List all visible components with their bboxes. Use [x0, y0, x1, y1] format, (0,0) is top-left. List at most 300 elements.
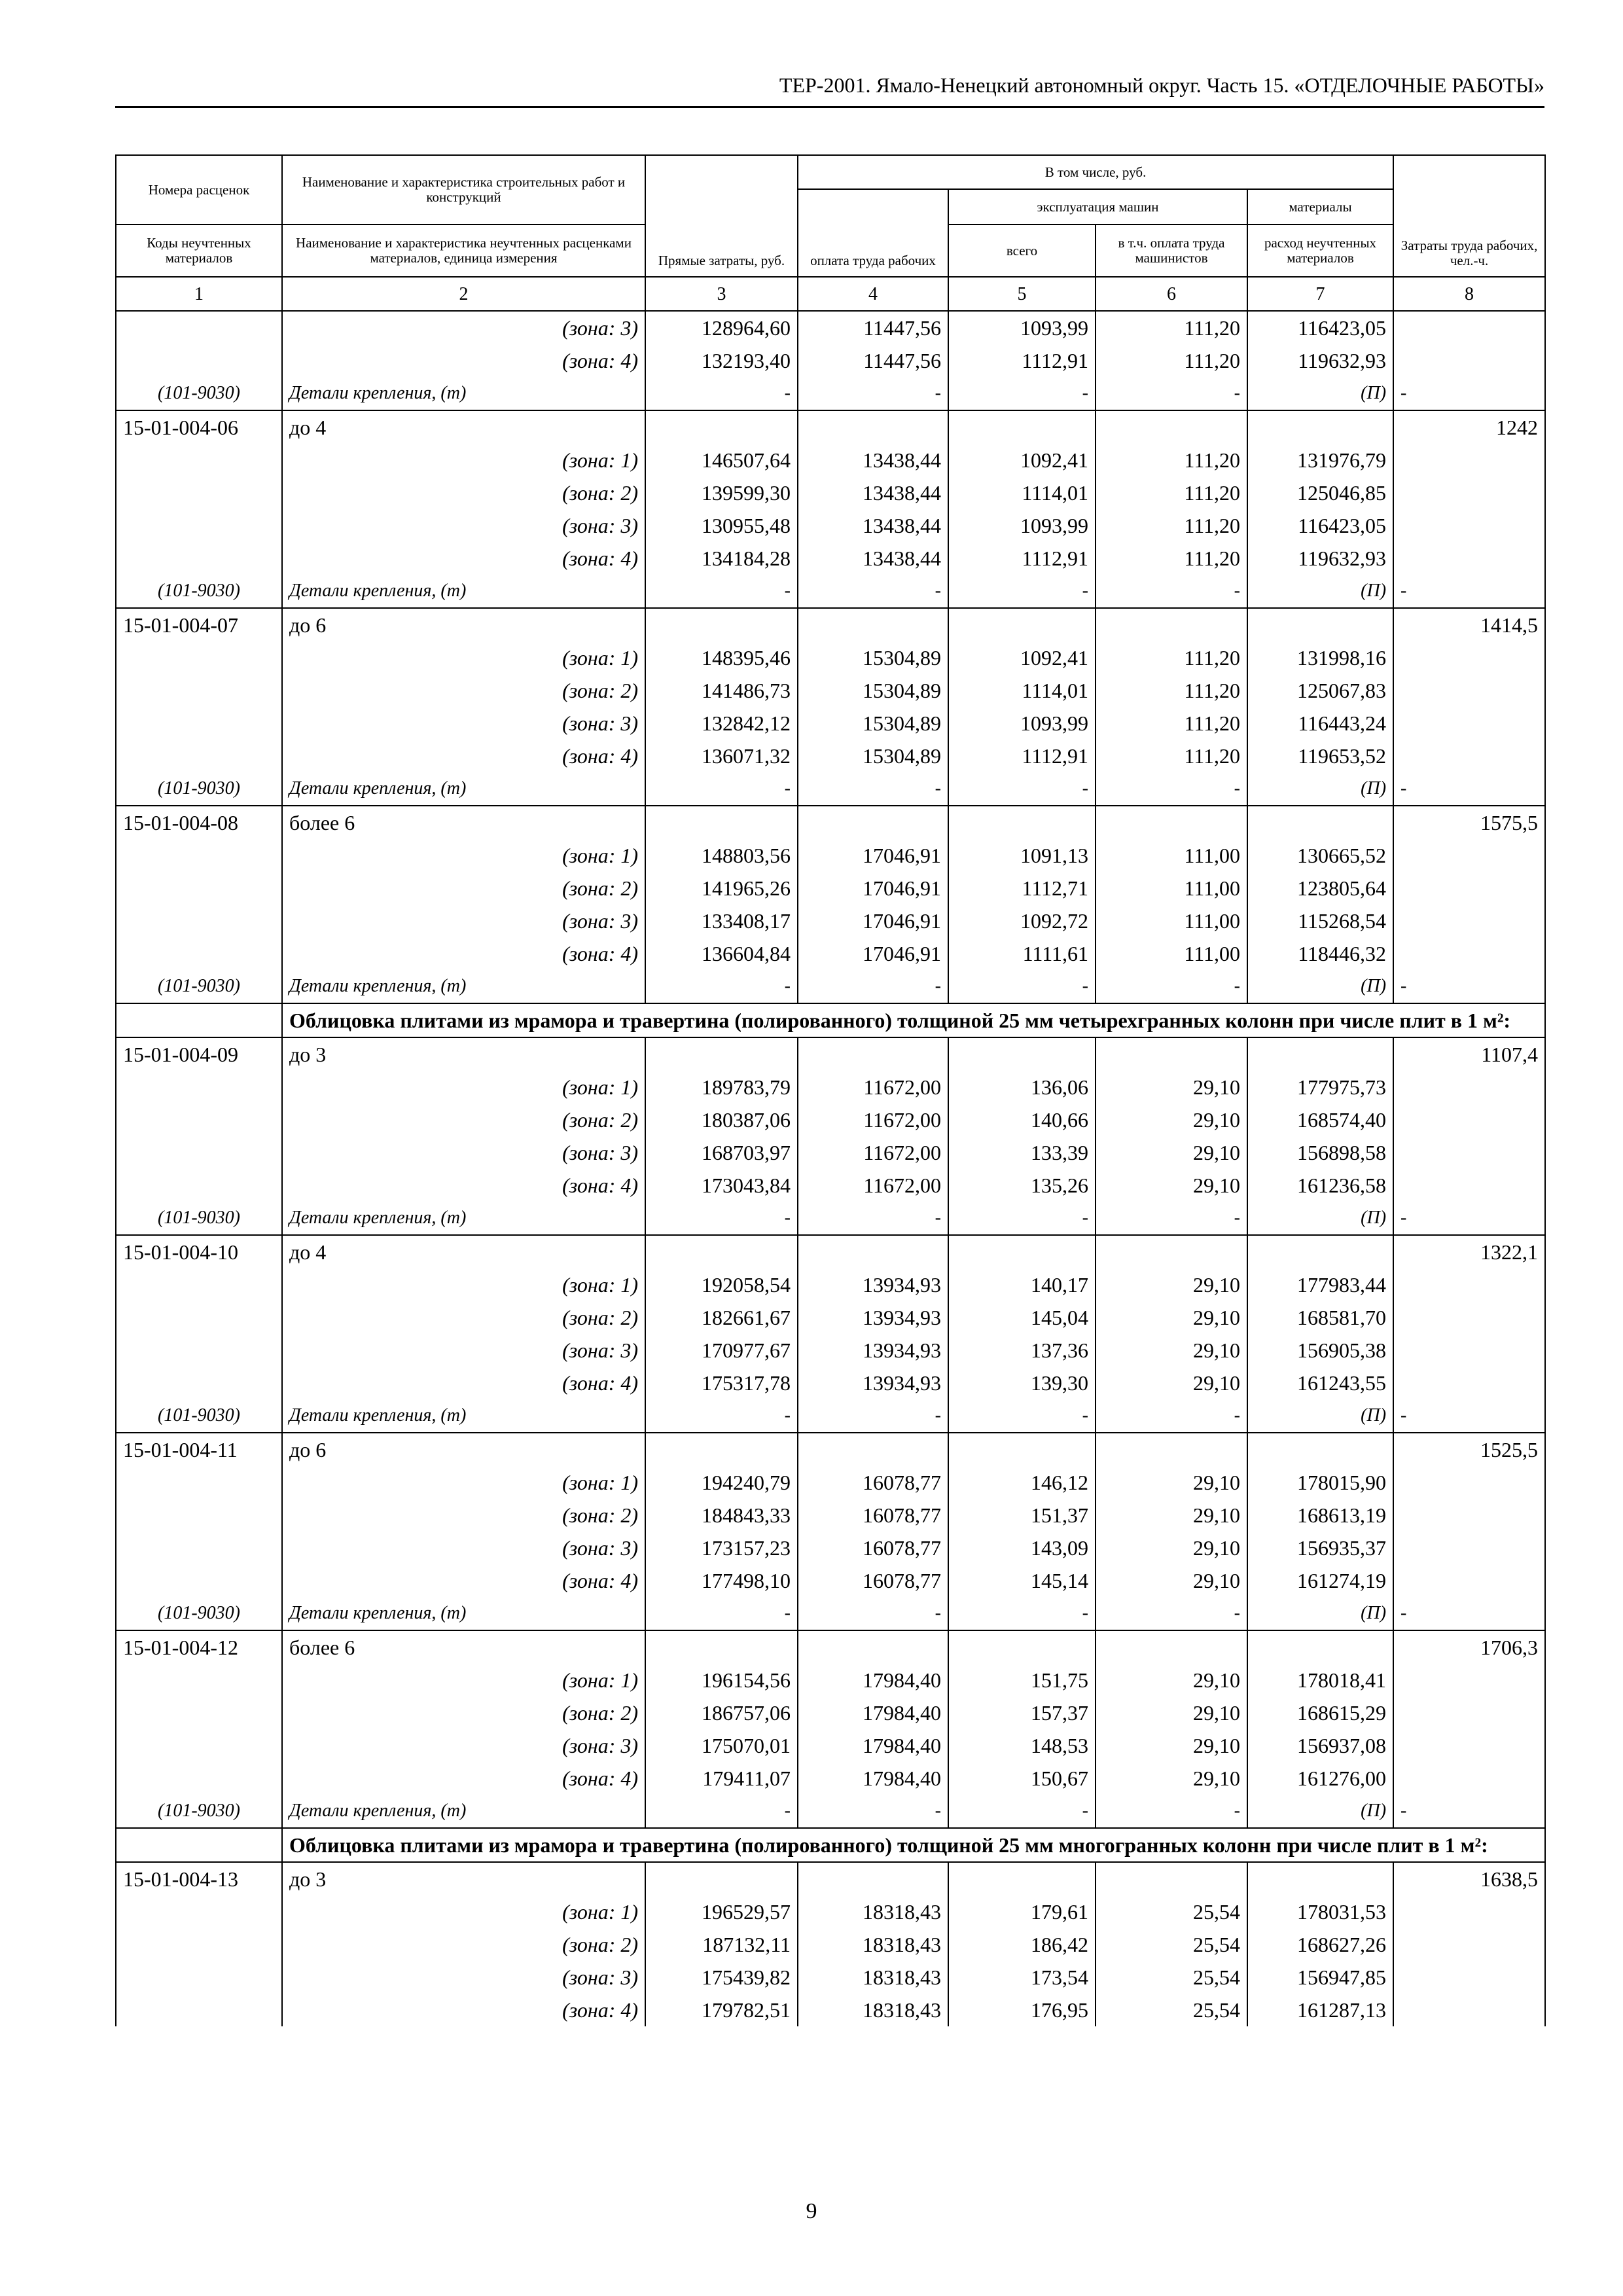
empty-cell	[1393, 1664, 1545, 1696]
direct-cost-cell: 168703,97	[645, 1136, 798, 1169]
empty-cell	[798, 1037, 948, 1071]
dash-cell: -	[645, 377, 798, 410]
wages-cell: 15304,89	[798, 674, 948, 707]
dash-cell: -	[948, 1202, 1096, 1235]
machine-total-cell: 1092,41	[948, 641, 1096, 674]
rate-name: до 3	[282, 1037, 645, 1071]
empty-cell	[948, 1235, 1096, 1268]
zone-label: (зона: 2)	[282, 674, 645, 707]
material-row	[116, 377, 1545, 410]
header-mat-consumption: расход неучтенных материалов	[1247, 224, 1393, 277]
machine-total-cell: 1111,61	[948, 937, 1096, 970]
section-row	[116, 1828, 1545, 1862]
wages-cell: 17046,91	[798, 905, 948, 937]
wages-cell: 16078,77	[798, 1499, 948, 1532]
zone-label: (зона: 3)	[282, 1961, 645, 1994]
empty-cell	[116, 1301, 282, 1334]
material-p-cell: (П)	[1247, 772, 1393, 806]
wages-cell: 15304,89	[798, 740, 948, 772]
material-name: Детали крепления, (т)	[282, 1399, 645, 1433]
zone-row	[116, 1961, 1545, 1994]
rate-code: 15-01-004-10	[116, 1235, 282, 1268]
machine-total-cell: 1114,01	[948, 476, 1096, 509]
header-direct-costs: Прямые затраты, руб.	[645, 155, 798, 277]
machine-total-cell: 1114,01	[948, 674, 1096, 707]
machinist-wages-cell: 111,20	[1096, 542, 1247, 575]
empty-cell	[116, 509, 282, 542]
rate-code: 15-01-004-11	[116, 1433, 282, 1466]
zone-label: (зона: 3)	[282, 1136, 645, 1169]
direct-cost-cell: 141965,26	[645, 872, 798, 905]
wages-cell: 17984,40	[798, 1729, 948, 1762]
zone-label: (зона: 3)	[282, 509, 645, 542]
machine-total-cell: 173,54	[948, 1961, 1096, 1994]
empty-cell	[116, 1928, 282, 1961]
machinist-wages-cell: 29,10	[1096, 1466, 1247, 1499]
empty-cell	[116, 1466, 282, 1499]
machinist-wages-cell: 111,20	[1096, 674, 1247, 707]
dash-cell: -	[1096, 1202, 1247, 1235]
machinist-wages-cell: 111,20	[1096, 311, 1247, 344]
col-number: 6	[1096, 277, 1247, 311]
zone-row	[116, 1071, 1545, 1103]
material-code: (101-9030)	[116, 575, 282, 608]
wages-cell: 13438,44	[798, 444, 948, 476]
direct-cost-cell: 184843,33	[645, 1499, 798, 1532]
direct-cost-cell: 187132,11	[645, 1928, 798, 1961]
direct-cost-cell: 180387,06	[645, 1103, 798, 1136]
zone-label: (зона: 1)	[282, 1895, 645, 1928]
machinist-wages-cell: 111,00	[1096, 839, 1247, 872]
machine-total-cell: 179,61	[948, 1895, 1096, 1928]
wages-cell: 17984,40	[798, 1696, 948, 1729]
machine-total-cell: 150,67	[948, 1762, 1096, 1795]
dash-cell: -	[798, 377, 948, 410]
zone-row	[116, 872, 1545, 905]
zone-label: (зона: 4)	[282, 542, 645, 575]
empty-cell	[1393, 1103, 1545, 1136]
empty-cell	[1393, 1367, 1545, 1399]
machine-total-cell: 1112,91	[948, 344, 1096, 377]
dash-cell: -	[645, 1795, 798, 1828]
dash-cell: -	[1393, 772, 1545, 806]
wages-cell: 11672,00	[798, 1136, 948, 1169]
zone-label: (зона: 4)	[282, 937, 645, 970]
empty-cell	[1393, 937, 1545, 970]
empty-cell	[1393, 707, 1545, 740]
machinist-wages-cell: 25,54	[1096, 1928, 1247, 1961]
empty-cell	[1393, 1928, 1545, 1961]
empty-cell	[1393, 344, 1545, 377]
dash-cell: -	[1393, 1597, 1545, 1630]
materials-cost-cell: 156937,08	[1247, 1729, 1393, 1762]
direct-cost-cell: 179782,51	[645, 1994, 798, 2026]
col-number: 8	[1393, 277, 1545, 311]
zone-label: (зона: 2)	[282, 1103, 645, 1136]
direct-cost-cell: 148395,46	[645, 641, 798, 674]
materials-cost-cell: 161287,13	[1247, 1994, 1393, 2026]
empty-cell	[116, 674, 282, 707]
zone-label: (зона: 3)	[282, 1729, 645, 1762]
empty-cell	[116, 740, 282, 772]
rate-code: 15-01-004-07	[116, 608, 282, 641]
rate-code: 15-01-004-08	[116, 806, 282, 839]
machinist-wages-cell: 111,20	[1096, 509, 1247, 542]
col-number: 2	[282, 277, 645, 311]
rate-row	[116, 1862, 1545, 1895]
zone-row	[116, 1367, 1545, 1399]
zone-row	[116, 1664, 1545, 1696]
empty-cell	[1096, 1037, 1247, 1071]
zone-row	[116, 1994, 1545, 2026]
machinist-wages-cell: 111,20	[1096, 444, 1247, 476]
empty-cell	[948, 410, 1096, 444]
machine-total-cell: 176,95	[948, 1994, 1096, 2026]
materials-cost-cell: 119632,93	[1247, 344, 1393, 377]
header-in-that: В том числе, руб.	[798, 155, 1393, 189]
dash-cell: -	[1096, 1399, 1247, 1433]
material-p-cell: (П)	[1247, 1399, 1393, 1433]
empty-cell	[1393, 1994, 1545, 2026]
direct-cost-cell: 139599,30	[645, 476, 798, 509]
zone-label: (зона: 3)	[282, 1532, 645, 1564]
rate-name: до 3	[282, 1862, 645, 1895]
material-row	[116, 1597, 1545, 1630]
header-wages: оплата труда рабочих	[798, 189, 948, 277]
empty-cell	[948, 1862, 1096, 1895]
dash-cell: -	[1393, 970, 1545, 1003]
empty-cell	[1393, 1169, 1545, 1202]
page-number: 9	[806, 2199, 817, 2223]
rate-row	[116, 410, 1545, 444]
empty-cell	[1393, 1466, 1545, 1499]
header-work-name: Наименование и характеристика строительных работ и конструкций	[282, 155, 645, 224]
rate-name: более 6	[282, 1630, 645, 1664]
labor-cost: 1242	[1393, 410, 1545, 444]
zone-row	[116, 1334, 1545, 1367]
machinist-wages-cell: 111,20	[1096, 344, 1247, 377]
zone-row	[116, 740, 1545, 772]
dash-cell: -	[798, 970, 948, 1003]
empty-cell	[1247, 1862, 1393, 1895]
zone-row	[116, 839, 1545, 872]
materials-cost-cell: 116443,24	[1247, 707, 1393, 740]
machinist-wages-cell: 29,10	[1096, 1367, 1247, 1399]
zone-label: (зона: 3)	[282, 905, 645, 937]
machine-total-cell: 1093,99	[948, 509, 1096, 542]
zone-row	[116, 311, 1545, 344]
material-row	[116, 772, 1545, 806]
direct-cost-cell: 186757,06	[645, 1696, 798, 1729]
machine-total-cell: 140,17	[948, 1268, 1096, 1301]
materials-cost-cell: 178031,53	[1247, 1895, 1393, 1928]
empty-cell	[116, 1564, 282, 1597]
zone-label: (зона: 4)	[282, 1367, 645, 1399]
empty-cell	[1393, 1729, 1545, 1762]
direct-cost-cell: 141486,73	[645, 674, 798, 707]
materials-cost-cell: 156947,85	[1247, 1961, 1393, 1994]
rate-name: до 6	[282, 1433, 645, 1466]
material-code: (101-9030)	[116, 1399, 282, 1433]
materials-cost-cell: 156898,58	[1247, 1136, 1393, 1169]
direct-cost-cell: 189783,79	[645, 1071, 798, 1103]
materials-cost-cell: 161236,58	[1247, 1169, 1393, 1202]
zone-label: (зона: 1)	[282, 1071, 645, 1103]
labor-cost: 1322,1	[1393, 1235, 1545, 1268]
empty-cell	[1393, 1334, 1545, 1367]
machine-total-cell: 135,26	[948, 1169, 1096, 1202]
wages-cell: 18318,43	[798, 1961, 948, 1994]
material-name: Детали крепления, (т)	[282, 1202, 645, 1235]
header-total: всего	[948, 224, 1096, 277]
zone-label: (зона: 3)	[282, 1334, 645, 1367]
direct-cost-cell: 148803,56	[645, 839, 798, 872]
empty-cell	[1393, 542, 1545, 575]
rate-code: 15-01-004-09	[116, 1037, 282, 1071]
material-name: Детали крепления, (т)	[282, 970, 645, 1003]
material-name: Детали крепления, (т)	[282, 1597, 645, 1630]
material-row	[116, 1202, 1545, 1235]
zone-row	[116, 1136, 1545, 1169]
empty-cell	[116, 905, 282, 937]
material-row	[116, 1399, 1545, 1433]
direct-cost-cell: 196529,57	[645, 1895, 798, 1928]
empty-cell	[116, 542, 282, 575]
header-rate-numbers: Номера расценок	[116, 155, 282, 224]
materials-cost-cell: 178015,90	[1247, 1466, 1393, 1499]
empty-cell	[1393, 1136, 1545, 1169]
empty-cell	[798, 1235, 948, 1268]
empty-cell	[1393, 872, 1545, 905]
material-p-cell: (П)	[1247, 377, 1393, 410]
machinist-wages-cell: 29,10	[1096, 1136, 1247, 1169]
wages-cell: 15304,89	[798, 641, 948, 674]
empty-cell	[116, 1499, 282, 1532]
machinist-wages-cell: 111,00	[1096, 872, 1247, 905]
empty-cell	[1393, 1696, 1545, 1729]
zone-row	[116, 344, 1545, 377]
header-mat-codes: Коды неучтенных материалов	[116, 224, 282, 277]
wages-cell: 15304,89	[798, 707, 948, 740]
direct-cost-cell: 136604,84	[645, 937, 798, 970]
direct-cost-cell: 136071,32	[645, 740, 798, 772]
dash-cell: -	[1096, 1795, 1247, 1828]
machine-total-cell: 157,37	[948, 1696, 1096, 1729]
empty-cell	[116, 1169, 282, 1202]
machine-total-cell: 151,75	[948, 1664, 1096, 1696]
empty-cell	[798, 1862, 948, 1895]
wages-cell: 17046,91	[798, 839, 948, 872]
header-mat-names: Наименование и характеристика неучтенных расценками материалов, единица измерения	[282, 224, 645, 277]
machinist-wages-cell: 29,10	[1096, 1664, 1247, 1696]
wages-cell: 13934,93	[798, 1268, 948, 1301]
empty-cell	[948, 1630, 1096, 1664]
zone-label: (зона: 2)	[282, 872, 645, 905]
zone-row	[116, 641, 1545, 674]
empty-cell	[116, 641, 282, 674]
materials-cost-cell: 125067,83	[1247, 674, 1393, 707]
machinist-wages-cell: 29,10	[1096, 1103, 1247, 1136]
table-body	[116, 311, 1545, 2026]
labor-cost: 1638,5	[1393, 1862, 1545, 1895]
wages-cell: 18318,43	[798, 1928, 948, 1961]
zone-row	[116, 937, 1545, 970]
empty-cell	[116, 1828, 282, 1862]
header-labor: Затраты труда рабочих, чел.-ч.	[1393, 155, 1545, 277]
rate-name: до 4	[282, 410, 645, 444]
dash-cell: -	[948, 1597, 1096, 1630]
material-p-cell: (П)	[1247, 575, 1393, 608]
dash-cell: -	[948, 575, 1096, 608]
rate-row	[116, 608, 1545, 641]
empty-cell	[116, 1071, 282, 1103]
direct-cost-cell: 177498,10	[645, 1564, 798, 1597]
empty-cell	[1393, 641, 1545, 674]
empty-cell	[1096, 806, 1247, 839]
machinist-wages-cell: 25,54	[1096, 1994, 1247, 2026]
zone-row	[116, 1301, 1545, 1334]
empty-cell	[116, 707, 282, 740]
section-title: Облицовка плитами из мрамора и травертина (полированного) толщиной 25 мм многогранных колонн при числе плит в 1 м²:	[282, 1828, 1545, 1862]
machinist-wages-cell: 25,54	[1096, 1895, 1247, 1928]
empty-cell	[116, 311, 282, 344]
labor-cost: 1414,5	[1393, 608, 1545, 641]
zone-row	[116, 1268, 1545, 1301]
zone-row	[116, 1466, 1545, 1499]
wages-cell: 13934,93	[798, 1334, 948, 1367]
machine-total-cell: 1112,91	[948, 542, 1096, 575]
empty-cell	[116, 1367, 282, 1399]
empty-cell	[1393, 1301, 1545, 1334]
dash-cell: -	[948, 772, 1096, 806]
machine-total-cell: 136,06	[948, 1071, 1096, 1103]
empty-cell	[645, 1433, 798, 1466]
direct-cost-cell: 130955,48	[645, 509, 798, 542]
machinist-wages-cell: 29,10	[1096, 1071, 1247, 1103]
empty-cell	[1096, 410, 1247, 444]
empty-cell	[948, 1433, 1096, 1466]
zone-label: (зона: 2)	[282, 1499, 645, 1532]
machinist-wages-cell: 29,10	[1096, 1169, 1247, 1202]
dash-cell: -	[798, 1399, 948, 1433]
empty-cell	[1393, 1895, 1545, 1928]
empty-cell	[1247, 1630, 1393, 1664]
empty-cell	[116, 1762, 282, 1795]
machine-total-cell: 145,14	[948, 1564, 1096, 1597]
materials-cost-cell: 115268,54	[1247, 905, 1393, 937]
empty-cell	[645, 806, 798, 839]
empty-cell	[116, 1532, 282, 1564]
empty-cell	[116, 1994, 282, 2026]
rate-code: 15-01-004-13	[116, 1862, 282, 1895]
wages-cell: 18318,43	[798, 1895, 948, 1928]
direct-cost-cell: 175070,01	[645, 1729, 798, 1762]
zone-row	[116, 1729, 1545, 1762]
dash-cell: -	[645, 1597, 798, 1630]
direct-cost-cell: 175317,78	[645, 1367, 798, 1399]
material-row	[116, 1795, 1545, 1828]
empty-cell	[1096, 1433, 1247, 1466]
machinist-wages-cell: 29,10	[1096, 1499, 1247, 1532]
machine-total-cell: 1093,99	[948, 311, 1096, 344]
rate-name: до 4	[282, 1235, 645, 1268]
zone-label: (зона: 2)	[282, 1696, 645, 1729]
machinist-wages-cell: 29,10	[1096, 1762, 1247, 1795]
rates-table-wrapper	[115, 154, 1544, 2026]
col-number: 5	[948, 277, 1096, 311]
wages-cell: 17046,91	[798, 937, 948, 970]
rate-name: до 6	[282, 608, 645, 641]
empty-cell	[1247, 410, 1393, 444]
dash-cell: -	[1096, 970, 1247, 1003]
zone-row	[116, 1696, 1545, 1729]
machine-total-cell: 139,30	[948, 1367, 1096, 1399]
empty-cell	[1393, 740, 1545, 772]
empty-cell	[1393, 509, 1545, 542]
empty-cell	[1393, 1532, 1545, 1564]
empty-cell	[116, 1729, 282, 1762]
col-number: 3	[645, 277, 798, 311]
dash-cell: -	[645, 970, 798, 1003]
dash-cell: -	[1393, 377, 1545, 410]
zone-label: (зона: 2)	[282, 476, 645, 509]
table-header	[116, 155, 1545, 311]
direct-cost-cell: 192058,54	[645, 1268, 798, 1301]
empty-cell	[645, 410, 798, 444]
empty-cell	[1393, 1961, 1545, 1994]
empty-cell	[798, 1433, 948, 1466]
empty-cell	[1393, 1564, 1545, 1597]
wages-cell: 13934,93	[798, 1367, 948, 1399]
zone-row	[116, 542, 1545, 575]
section-row	[116, 1003, 1545, 1037]
materials-cost-cell: 156905,38	[1247, 1334, 1393, 1367]
machine-total-cell: 186,42	[948, 1928, 1096, 1961]
materials-cost-cell: 168581,70	[1247, 1301, 1393, 1334]
empty-cell	[1393, 311, 1545, 344]
material-code: (101-9030)	[116, 1795, 282, 1828]
empty-cell	[1247, 608, 1393, 641]
rate-row	[116, 1037, 1545, 1071]
empty-cell	[116, 937, 282, 970]
wages-cell: 13438,44	[798, 542, 948, 575]
machinist-wages-cell: 29,10	[1096, 1334, 1247, 1367]
zone-row	[116, 1762, 1545, 1795]
material-code: (101-9030)	[116, 772, 282, 806]
zone-label: (зона: 3)	[282, 707, 645, 740]
direct-cost-cell: 173043,84	[645, 1169, 798, 1202]
zone-label: (зона: 1)	[282, 1268, 645, 1301]
machine-total-cell: 1093,99	[948, 707, 1096, 740]
header-machinist-wages: в т.ч. оплата труда машинистов	[1096, 224, 1247, 277]
empty-cell	[798, 1630, 948, 1664]
dash-cell: -	[798, 1597, 948, 1630]
material-name: Детали крепления, (т)	[282, 575, 645, 608]
dash-cell: -	[798, 1795, 948, 1828]
empty-cell	[798, 410, 948, 444]
direct-cost-cell: 146507,64	[645, 444, 798, 476]
dash-cell: -	[1096, 575, 1247, 608]
zone-label: (зона: 3)	[282, 311, 645, 344]
materials-cost-cell: 168615,29	[1247, 1696, 1393, 1729]
zone-label: (зона: 4)	[282, 1762, 645, 1795]
header-rule	[115, 106, 1544, 108]
materials-cost-cell: 156935,37	[1247, 1532, 1393, 1564]
direct-cost-cell: 132842,12	[645, 707, 798, 740]
zone-row	[116, 674, 1545, 707]
dash-cell: -	[948, 1399, 1096, 1433]
zone-label: (зона: 2)	[282, 1301, 645, 1334]
